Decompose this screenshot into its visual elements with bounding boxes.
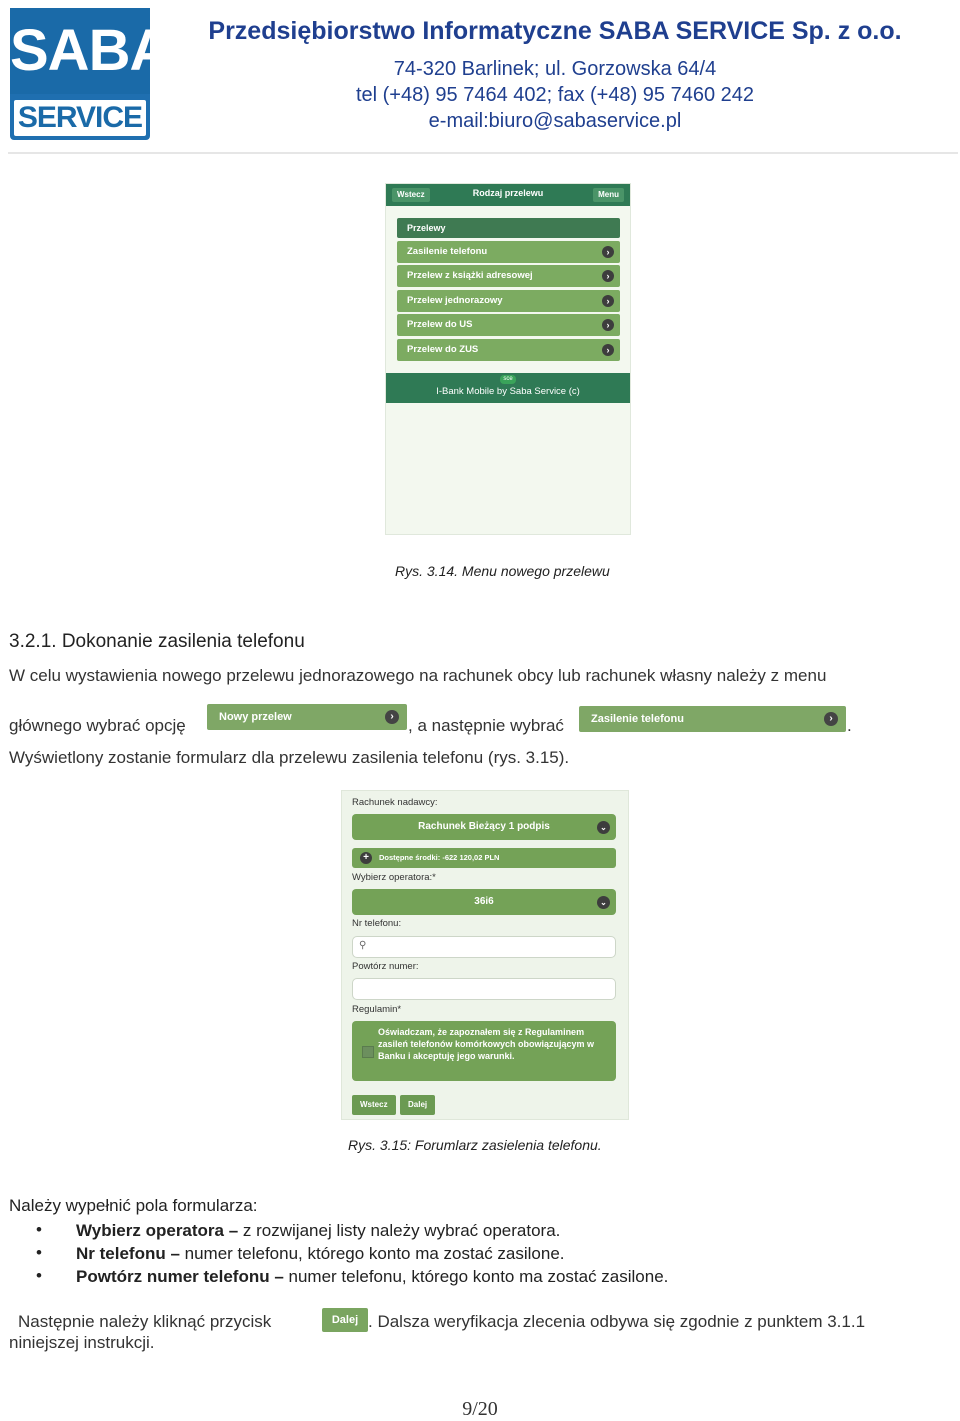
logo-text-bottom: SERVICE (14, 100, 146, 136)
company-logo (10, 8, 171, 140)
label-terms: Regulamin* (352, 1004, 402, 1015)
chevron-right-icon: › (385, 710, 399, 724)
section-heading: 3.2.1. Dokonanie zasilenia telefonu (9, 631, 305, 652)
label-phone: Nr telefonu: (352, 918, 402, 929)
chevron-right-icon: › (602, 344, 614, 356)
paragraph-line-2a: głównego wybrać opcję (9, 716, 186, 735)
available-funds-bar[interactable] (352, 848, 616, 868)
bullet-marker: • (36, 1220, 42, 1239)
menu-item-przelew-jednorazowy[interactable] (397, 290, 620, 312)
next-button[interactable]: Dalej (400, 1095, 435, 1115)
bullet-item-repeat (76, 1267, 668, 1287)
bullet-bold: Powtórz numer telefonu – (76, 1267, 284, 1286)
back-button[interactable]: Wstecz (392, 188, 430, 202)
figure2-caption: Rys. 3.15: Forumlarz zasielenia telefonu. (348, 1137, 602, 1153)
operator-select-value: 36i6 (474, 896, 494, 907)
inline-button-label: Nowy przelew (219, 711, 292, 723)
bullet-marker: • (36, 1266, 42, 1285)
menu-item-label: Przelew jednorazowy (407, 294, 503, 306)
nowy-przelew-button-image (207, 704, 407, 730)
logo-text-top: SABA (10, 8, 150, 94)
company-name: Przedsiębiorstwo Informatyczne SABA SERVICE Sp. z o.o. (208, 17, 902, 45)
operator-select[interactable] (352, 889, 616, 915)
final-text-a: Następnie należy kliknąć przycisk (18, 1312, 272, 1331)
phone-topup-form-screenshot (341, 790, 629, 1120)
company-email: e-mail:biuro@sabaservice.pl (428, 110, 682, 132)
available-funds-text: Dostępne środki: -622 120,02 PLN (379, 853, 500, 862)
bullet-marker: • (36, 1243, 42, 1262)
terms-checkbox[interactable] (362, 1046, 374, 1058)
paragraph-line-3: Wyświetlony zostanie formularz dla przelewu zasilenia telefonu (rys. 3.15). (9, 748, 570, 767)
menu-item-przelew-do-zus[interactable] (397, 339, 620, 361)
menu-item-label: Zasilenie telefonu (407, 245, 488, 257)
final-text-b: . Dalsza weryfikacja zlecenia odbywa się zgodnie z punktem 3.1.1 (368, 1312, 866, 1331)
account-select[interactable] (352, 814, 616, 840)
paragraph-line-2c: . (847, 716, 852, 735)
list-header: Przelewy (397, 218, 620, 238)
inline-button-label: Zasilenie telefonu (591, 713, 684, 725)
menu-item-przelew-z-ksiazki[interactable] (397, 265, 620, 287)
bullet-text: z rozwijanej listy należy wybrać operatora. (238, 1221, 561, 1240)
company-address: 74-320 Barlinek; ul. Gorzowska 64/4 (393, 58, 717, 80)
bullet-item-phone (76, 1244, 565, 1264)
menu-item-label: Przelew do US (407, 319, 473, 330)
mobile-footer (386, 373, 630, 403)
account-select-value: Rachunek Bieżący 1 podpis (418, 821, 550, 832)
back-button[interactable]: Wstecz (352, 1095, 396, 1115)
header-divider (8, 152, 958, 154)
menu-item-label: Przelew do ZUS (407, 343, 479, 355)
chevron-right-icon: › (824, 712, 838, 726)
phone-number-input[interactable] (352, 936, 616, 958)
footer-text: I-Bank Mobile by Saba Service (c) (436, 386, 580, 397)
bullet-bold: Nr telefonu – (76, 1244, 180, 1263)
bullet-bold: Wybierz operatora – (76, 1221, 239, 1240)
search-icon: ⚲ (359, 940, 367, 951)
final-text-line2: niniejszej instrukcji. (9, 1333, 155, 1352)
zasilenie-telefonu-button-image (579, 706, 846, 732)
instructions-intro: Należy wypełnić pola formularza: (9, 1196, 258, 1215)
chevron-down-icon: ⌄ (597, 896, 610, 909)
bullet-text: numer telefonu, którego konto ma zostać zasilone. (283, 1267, 669, 1286)
label-account: Rachunek nadawcy: (352, 797, 438, 808)
repeat-number-input[interactable] (352, 978, 616, 1000)
menu-item-label: Przelew z książki adresowej (407, 270, 533, 281)
bullet-text: numer telefonu, którego konto ma zostać zasilone. (179, 1244, 565, 1263)
chevron-right-icon: › (602, 270, 614, 282)
paragraph-line-1: W celu wystawienia nowego przelewu jednorazowego na rachunek obcy lub rachunek własny należy z menu (9, 666, 827, 685)
plus-icon: + (360, 852, 372, 864)
transfer-menu-screenshot (385, 183, 631, 535)
paragraph-line-2b: , a następnie wybrać (408, 716, 564, 735)
company-phone: tel (+48) 95 7464 402; fax (+48) 95 7460 242 (355, 84, 755, 106)
chevron-right-icon: › (602, 319, 614, 331)
page-number: 9/20 (462, 1398, 498, 1420)
menu-item-zasilenie-telefonu[interactable] (397, 241, 620, 263)
figure1-caption: Rys. 3.14. Menu nowego przelewu (395, 563, 610, 579)
terms-checkbox-row[interactable] (352, 1021, 616, 1081)
menu-item-przelew-do-us[interactable] (397, 314, 620, 336)
terms-text: Oświadczam, że zapoznałem się z Regulaminem zasileń telefonów komórkowych obowiązującym w Banku i akceptuję jego warunki. (378, 1027, 595, 1061)
transfer-type-list (397, 218, 620, 363)
dalej-button-image: Dalej (322, 1308, 368, 1332)
menu-button[interactable]: Menu (593, 188, 624, 202)
chevron-down-icon: ⌄ (597, 821, 610, 834)
label-repeat: Powtórz numer: (352, 961, 419, 972)
mobile-header (386, 184, 630, 206)
mobile-title: Rodzaj przelewu (472, 188, 544, 198)
chevron-right-icon: › (602, 295, 614, 307)
chevron-right-icon: › (602, 246, 614, 258)
footer-logo: sce (500, 375, 516, 384)
bullet-item-operator (76, 1221, 560, 1241)
label-operator: Wybierz operatora:* (352, 872, 436, 883)
